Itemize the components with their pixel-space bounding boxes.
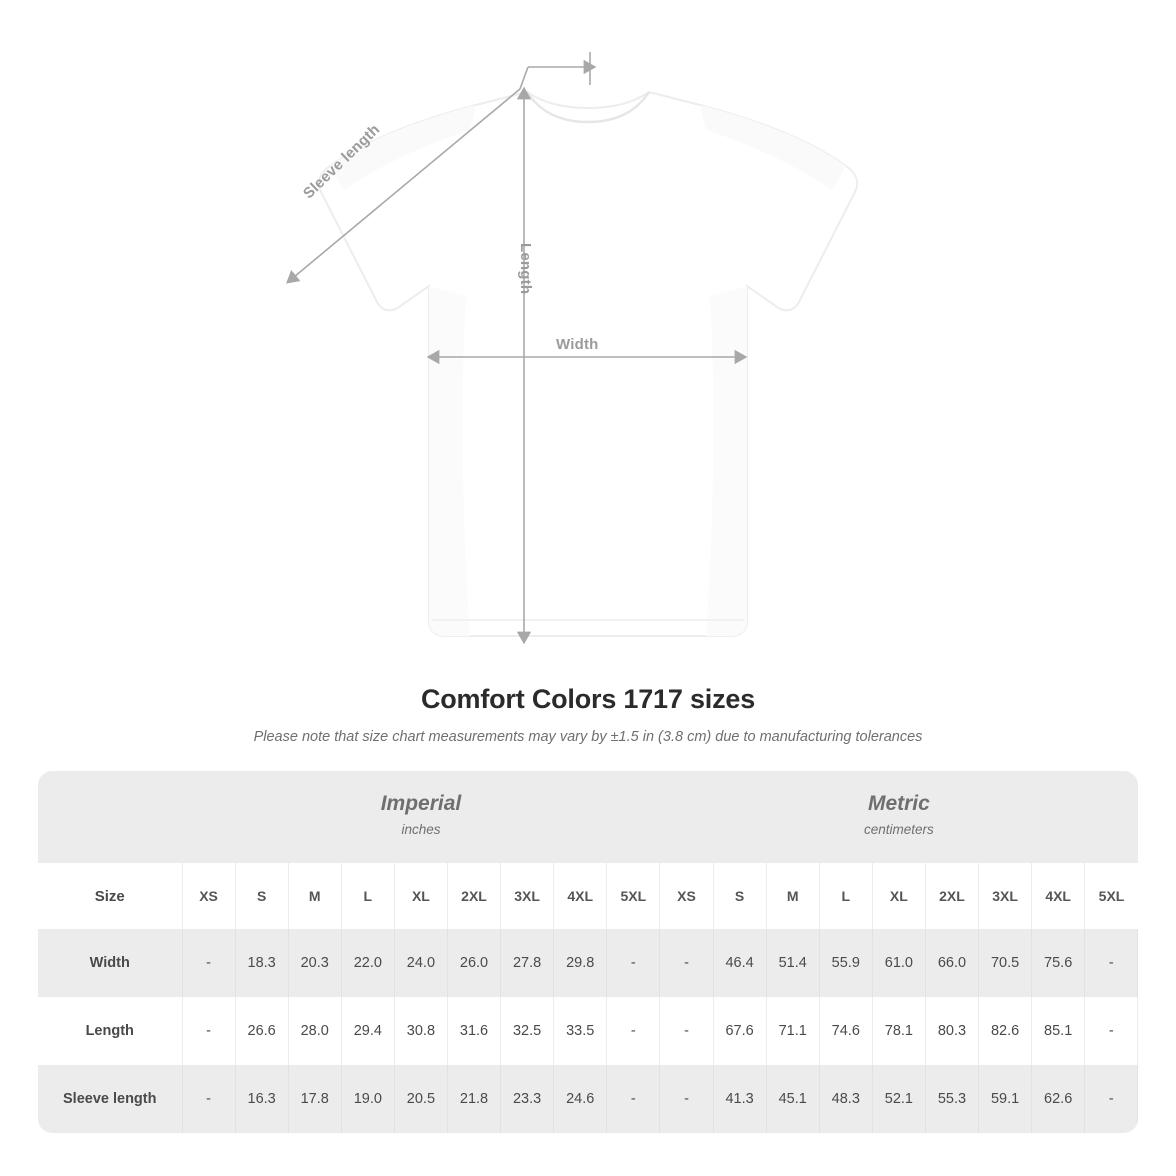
sleeve-imperial-l: 19.0 [341,1065,394,1133]
length-metric-5xl: - [1085,997,1138,1065]
size-header-metric-4xl: 4XL [1032,863,1085,929]
sleeve-metric-s: 41.3 [713,1065,766,1133]
size-header-imperial-m: M [288,863,341,929]
size-header-imperial-5xl: 5XL [607,863,660,929]
size-header-imperial-s: S [235,863,288,929]
sleeve-metric-4xl: 62.6 [1032,1065,1085,1133]
length-imperial-3xl: 32.5 [501,997,554,1065]
length-imperial-4xl: 33.5 [554,997,607,1065]
size-header-metric-xl: XL [872,863,925,929]
size-header-metric-l: L [819,863,872,929]
sleeve-metric-3xl: 59.1 [979,1065,1032,1133]
length-metric-xs: - [660,997,713,1065]
length-metric-3xl: 82.6 [979,997,1032,1065]
chart-heading [0,684,1176,745]
unit-metric-name: Metric [867,792,930,816]
width-metric-l: 55.9 [819,929,872,997]
width-imperial-xl: 24.0 [394,929,447,997]
length-metric-s: 67.6 [713,997,766,1065]
width-imperial-m: 20.3 [288,929,341,997]
width-imperial-l: 22.0 [341,929,394,997]
size-header-imperial-3xl: 3XL [501,863,554,929]
unit-metric-sub: centimeters [864,822,934,838]
length-imperial-l: 29.4 [341,997,394,1065]
width-imperial-2xl: 26.0 [447,929,500,997]
size-table-container [38,771,1138,1133]
table-row [38,929,1138,997]
sleeve-imperial-3xl: 23.3 [501,1065,554,1133]
sleeve-metric-m: 45.1 [766,1065,819,1133]
length-label: Length [517,243,534,295]
sleeve-imperial-5xl: - [607,1065,660,1133]
sleeve-metric-l: 48.3 [819,1065,872,1133]
sleeve-metric-xs: - [660,1065,713,1133]
width-imperial-4xl: 29.8 [554,929,607,997]
length-imperial-xl: 30.8 [394,997,447,1065]
sleeve-imperial-s: 16.3 [235,1065,288,1133]
length-imperial-m: 28.0 [288,997,341,1065]
row-label-width: Width [38,929,182,997]
size-header-metric-m: M [766,863,819,929]
page-title: Comfort Colors 1717 sizes [420,684,756,714]
width-label: Width [556,336,599,353]
tshirt-shape [319,92,857,636]
width-metric-xs: - [660,929,713,997]
sleeve-imperial-xl: 20.5 [394,1065,447,1133]
size-header-metric-s: S [713,863,766,929]
size-header-row [38,863,1138,929]
length-imperial-s: 26.6 [235,997,288,1065]
width-imperial-5xl: - [607,929,660,997]
row-label-length: Length [38,997,182,1065]
unit-metric [660,771,1138,863]
width-metric-4xl: 75.6 [1032,929,1085,997]
width-metric-xl: 61.0 [872,929,925,997]
width-metric-5xl: - [1085,929,1138,997]
unit-header-row [38,771,1138,863]
sleeve-metric-xl: 52.1 [872,1065,925,1133]
size-header-metric-5xl: 5XL [1085,863,1138,929]
length-metric-l: 74.6 [819,997,872,1065]
width-metric-3xl: 70.5 [979,929,1032,997]
sleeve-imperial-xs: - [182,1065,235,1133]
size-header-imperial-l: L [341,863,394,929]
size-header-metric-2xl: 2XL [925,863,978,929]
size-header-metric-xs: XS [660,863,713,929]
length-metric-2xl: 80.3 [925,997,978,1065]
unit-imperial-name: Imperial [380,792,462,816]
table-row [38,997,1138,1065]
length-metric-m: 71.1 [766,997,819,1065]
unit-imperial [182,771,660,863]
length-metric-4xl: 85.1 [1032,997,1085,1065]
width-imperial-xs: - [182,929,235,997]
unit-imperial-sub: inches [401,822,441,838]
size-header-imperial-xl: XL [394,863,447,929]
length-imperial-xs: - [182,997,235,1065]
length-metric-xl: 78.1 [872,997,925,1065]
tolerance-note: Please note that size chart measurements may vary by ±1.5 in (3.8 cm) due to manufacturing tolerances [253,729,923,745]
sleeve-imperial-m: 17.8 [288,1065,341,1133]
row-label-sleeve-length: Sleeve length [38,1065,182,1133]
width-metric-m: 51.4 [766,929,819,997]
sleeve-imperial-4xl: 24.6 [554,1065,607,1133]
size-header-metric-3xl: 3XL [979,863,1032,929]
table-row [38,1065,1138,1133]
sleeve-imperial-2xl: 21.8 [447,1065,500,1133]
width-imperial-3xl: 27.8 [501,929,554,997]
length-imperial-5xl: - [607,997,660,1065]
size-header-label: Size [38,863,182,929]
sleeve-metric-2xl: 55.3 [925,1065,978,1133]
size-table [38,771,1138,1133]
unit-spacer [38,771,182,863]
width-metric-2xl: 66.0 [925,929,978,997]
length-imperial-2xl: 31.6 [447,997,500,1065]
width-metric-s: 46.4 [713,929,766,997]
width-imperial-s: 18.3 [235,929,288,997]
sleeve-length-label: Sleeve length [300,121,384,203]
size-header-imperial-4xl: 4XL [554,863,607,929]
size-header-imperial-xs: XS [182,863,235,929]
size-header-imperial-2xl: 2XL [447,863,500,929]
sleeve-metric-5xl: - [1085,1065,1138,1133]
